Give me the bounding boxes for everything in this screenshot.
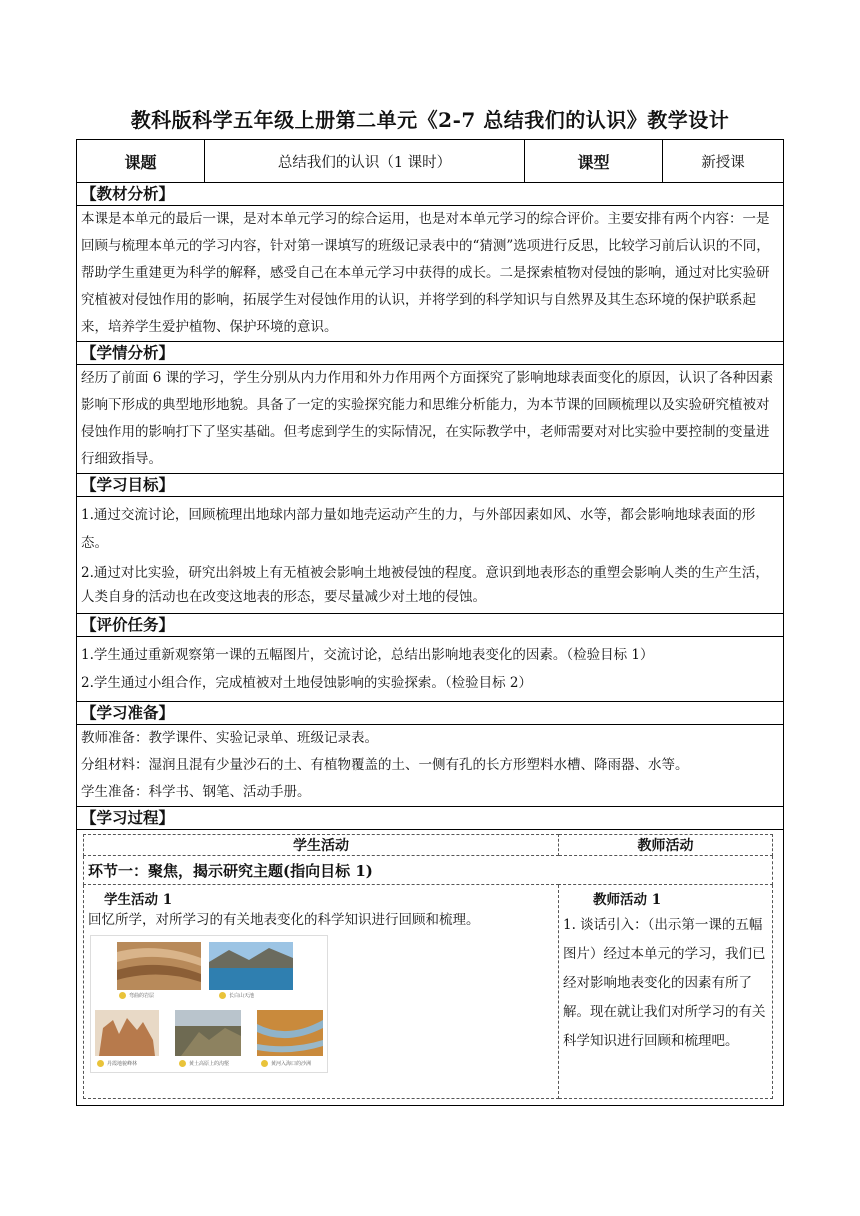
section-learner-heading-row [77,342,784,365]
section-material-body-row [77,206,784,342]
caption-dot-icon [119,992,126,999]
caption-dot-icon [97,1060,104,1067]
goal-item: 1.通过交流讨论，回顾梳理出地球内部力量如地壳运动产生的力，与外部因素如风、水等，都会影响地球表面的形态。 [81,507,756,551]
student-activity-title: 学生活动 1 [104,892,173,908]
stage-title: 环节一：聚焦，揭示研究主题(指向目标 1) [84,856,773,885]
lesson-plan-table [76,139,784,1106]
prep-item: 教师准备：教学课件、实验记录单、班级记录表。 [81,730,378,746]
topic-label: 课题 [77,140,205,183]
eval-item: 1.学生通过重新观察第一课的五幅图片，交流讨论，总结出影响地表变化的因素。（检验目标 1） [81,647,654,663]
section-heading: 【学习目标】 [77,474,784,497]
material-text: 本课是本单元的最后一课，是对本单元学习的综合运用，也是对本单元学习的综合评价。主要安排有两个内容：一是回顾与梳理本单元的学习内容，针对第一课填写的班级记录表中的“猜测”选项进行反思，比较学习前后认识的不同，帮助学生重建更为科学的解释，感受自己在本单元学习中获得的成长。二是探索植物对侵蚀的影响，通过对比实验研究植被对侵蚀作用的影响，拓展学生对侵蚀作用的认识，并将学到的科学知识与自然界及其生态环境的保护联系起来，培养学生爱护植物、保护环境的意识。 [77,206,784,342]
type-value: 新授课 [663,140,784,183]
photo-caption [119,992,154,999]
section-goals-body-row [77,497,784,614]
curved-rock-strata-photo [117,942,201,990]
topic-value: 总结我们的认识（1 课时） [205,140,525,183]
photo-caption-text: 弯曲的岩层 [129,993,155,999]
section-heading: 【学情分析】 [77,342,784,365]
photo-caption [261,1060,311,1067]
col-student-activity: 学生活动 [84,835,559,856]
photo-caption-text: 丹霞地貌峰林 [107,1061,138,1067]
document-title: 教科版科学五年级上册第二单元《2-7 总结我们的认识》教学设计 [130,108,730,132]
header-row [77,140,784,183]
teacher-activity-cell [559,885,773,1099]
danxia-peaks-photo [95,1010,159,1056]
activity-row [84,885,773,1099]
loess-gully-photo [175,1010,241,1056]
photo-caption [219,992,254,999]
goal-item: 2.通过对比实验，研究出斜坡上有无植被会影响土地被侵蚀的程度。意识到地表形态的重塑会影响人类的生产生活，人类自身的活动也在改变这地表的形态，要尽量减少对土地的侵蚀。 [81,565,769,605]
student-activity-text: 回忆所学，对所学习的有关地表变化的科学知识进行回顾和梳理。 [88,912,480,928]
photo-caption-text: 长白山天池 [229,993,255,999]
goals-list [77,497,784,614]
yellow-river-delta-photo [257,1010,323,1056]
teacher-activity-text: 1. 谈话引入：（出示第一课的五幅图片）经过本单元的学习，我们已经对影响地表变化的因素有所了解。现在就让我们对所学习的有关科学知识进行回顾和梳理吧。 [563,917,766,1049]
section-goals-heading-row [77,474,784,497]
landform-photo-collage [90,935,328,1073]
caption-dot-icon [179,1060,186,1067]
section-process-body-row [77,830,784,1106]
col-teacher-activity: 教师活动 [559,835,773,856]
section-heading: 【学习准备】 [77,702,784,725]
photo-caption [97,1060,137,1067]
process-header-row [84,835,773,856]
prep-item: 分组材料：湿润且混有少量沙石的土、有植物覆盖的土、一侧有孔的长方形塑料水槽、降雨器、水等。 [81,757,689,773]
caption-dot-icon [219,992,226,999]
section-heading: 【学习过程】 [77,807,784,830]
section-heading: 【教材分析】 [77,183,784,206]
learner-text: 经历了前面 6 课的学习，学生分别从内力作用和外力作用两个方面探究了影响地球表面变化的原因，认识了各种因素影响下形成的典型地形地貌。具备了一定的实验探究能力和思维分析能力，为本节课的回顾梳理以及实验研究植被对侵蚀作用的影响打下了坚实基础。但考虑到学生的实际情况，在实际教学中，老师需要对对比实验中要控制的变量进行细致指导。 [77,365,784,474]
stage-row [84,856,773,885]
prep-list [77,725,784,807]
section-material-heading-row [77,183,784,206]
teacher-activity-title: 教师活动 1 [593,892,662,908]
type-label: 课型 [525,140,663,183]
section-process-heading-row [77,807,784,830]
section-learner-body-row [77,365,784,474]
prep-item: 学生准备：科学书、钢笔、活动手册。 [81,784,311,800]
photo-caption [179,1060,229,1067]
caption-dot-icon [261,1060,268,1067]
section-prep-body-row [77,725,784,807]
section-eval-body-row [77,637,784,702]
tianchi-lake-photo [209,942,293,990]
eval-list [77,637,784,702]
section-prep-heading-row [77,702,784,725]
photo-caption-text: 黄土高原上的沟壑 [189,1061,230,1067]
process-container [77,830,784,1106]
section-heading: 【评价任务】 [77,614,784,637]
process-table [83,834,773,1099]
student-activity-cell [84,885,559,1099]
photo-caption-text: 黄河入海口的沙洲 [271,1061,312,1067]
section-eval-heading-row [77,614,784,637]
eval-item: 2.学生通过小组合作，完成植被对土地侵蚀影响的实验探索。（检验目标 2） [81,675,533,691]
